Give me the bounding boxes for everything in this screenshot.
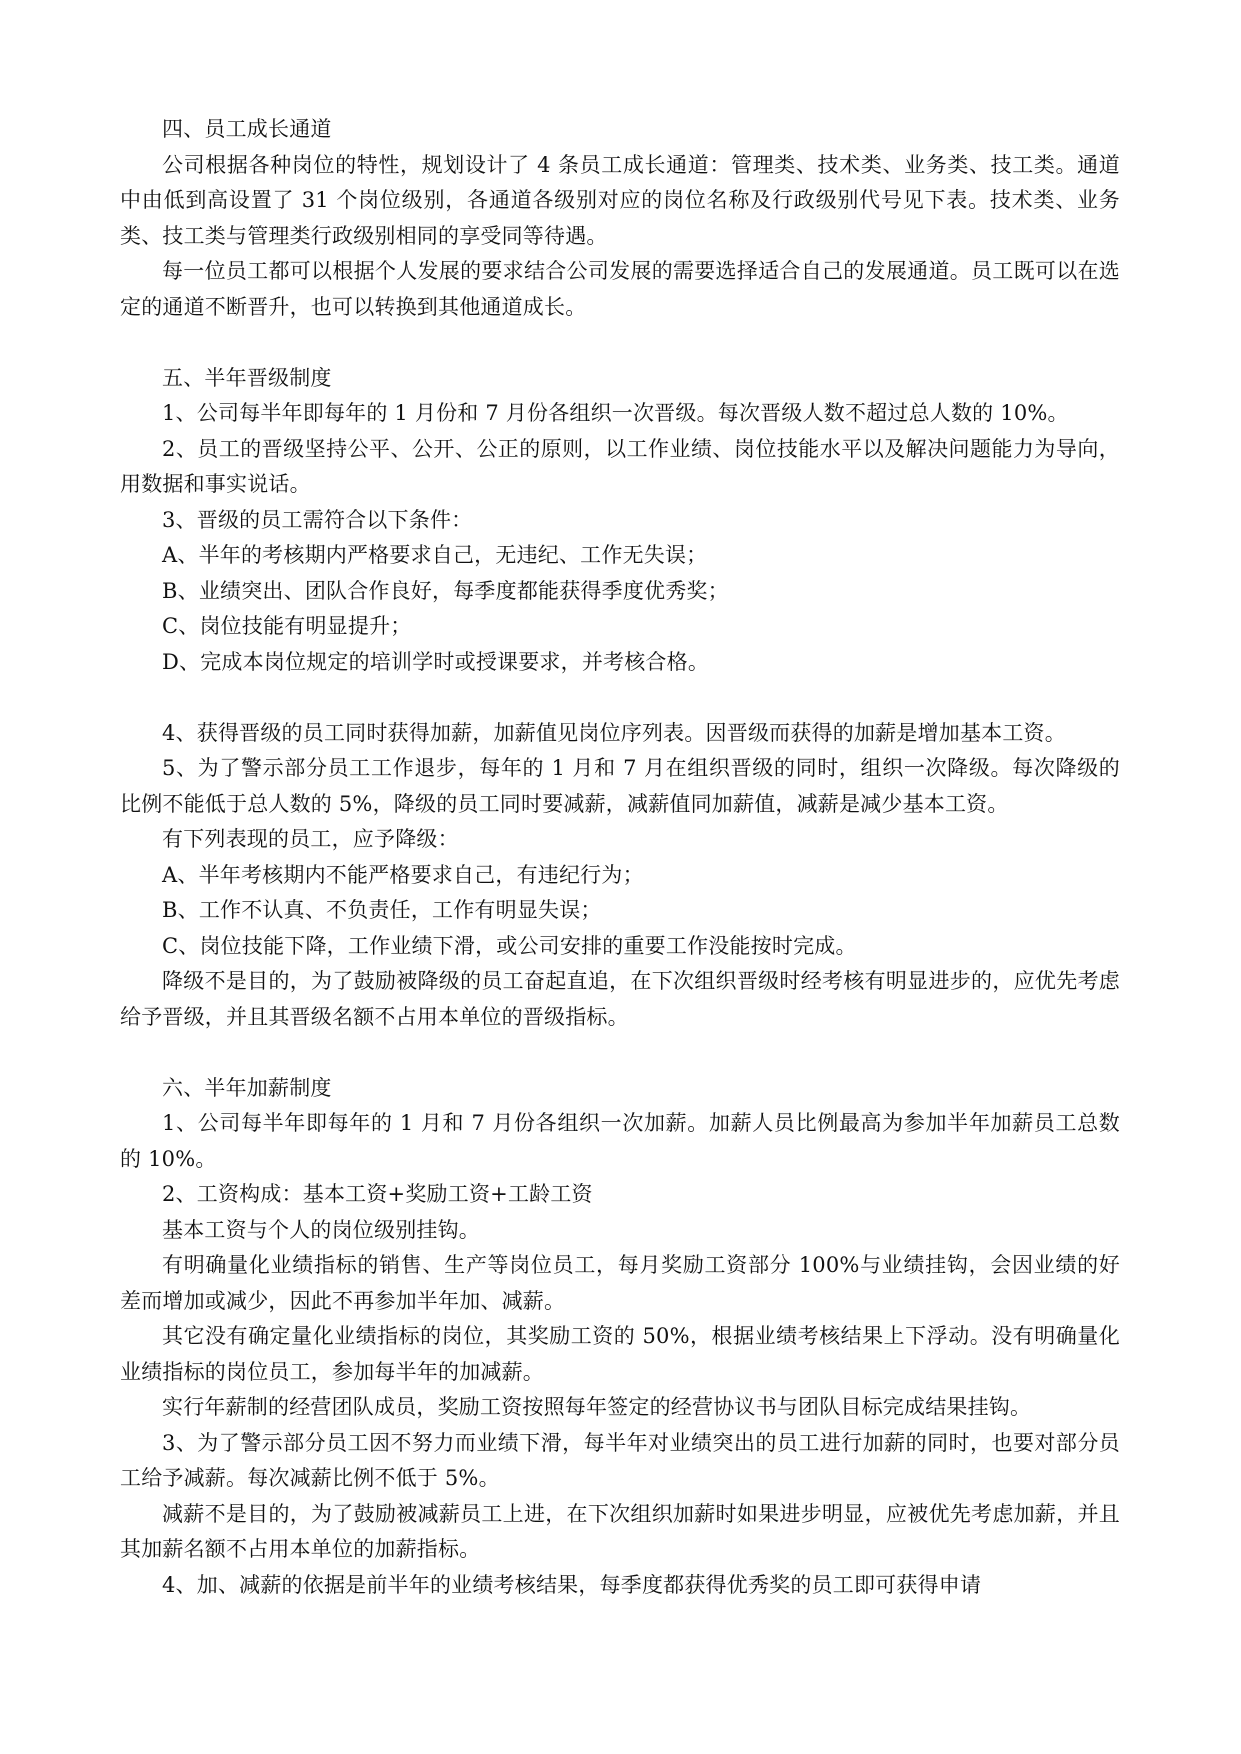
paragraph: 4、加、减薪的依据是前半年的业绩考核结果，每季度都获得优秀奖的员工即可获得申请 (162, 1572, 982, 1597)
paragraph: 1、公司每半年即每年的 1 月份和 7 月份各组织一次晋级。每次晋级人数不超过总人数的 10%。 (162, 401, 1069, 425)
paragraph: 公司根据各种岗位的特性，规划设计了 4 条员工成长通道：管理类、技术类、业务类、技工类。通道中由低到高设置了 31 个岗位级别，各通道各级别对应的岗位名称及行政级别代号见下表。技术类、业务类、技工类与管理类行政级别相同的享受同等待遇。 (120, 152, 1120, 248)
paragraph: 3、晋级的员工需符合以下条件： (162, 507, 473, 532)
paragraph: 2、工资构成：基本工资+奖励工资+工龄工资 (162, 1182, 593, 1206)
paragraph: 减薪不是目的，为了鼓励被减薪员工上进，在下次组织加薪时如果进步明显，应被优先考虑加薪，并且其加薪名额不占用本单位的加薪指标。 (120, 1501, 1120, 1561)
section-heading: 四、员工成长通道 (162, 117, 332, 141)
spacer (120, 325, 1120, 361)
paragraph: 降级不是目的，为了鼓励被降级的员工奋起直追，在下次组织晋级时经考核有明显进步的，应优先考虑给予晋级，并且其晋级名额不占用本单位的晋级指标。 (120, 969, 1120, 1029)
paragraph: 有下列表现的员工，应予降级： (162, 827, 459, 851)
list-item: C、岗位技能下降，工作业绩下滑，或公司安排的重要工作没能按时完成。 (162, 933, 857, 958)
list-item: A、半年考核期内不能严格要求自己，有违纪行为； (162, 862, 644, 887)
list-item: D、完成本岗位规定的培训学时或授课要求，并考核合格。 (162, 649, 710, 674)
paragraph: 2、员工的晋级坚持公平、公开、公正的原则，以工作业绩、岗位技能水平以及解决问题能力为导向，用数据和事实说话。 (120, 436, 1120, 496)
paragraph: 其它没有确定量化业绩指标的岗位，其奖励工资的 50%，根据业绩考核结果上下浮动。没有明确量化业绩指标的岗位员工，参加每半年的加减薪。 (120, 1324, 1120, 1384)
paragraph: 3、为了警示部分员工因不努力而业绩下滑，每半年对业绩突出的员工进行加薪的同时，也要对部分员工给予减薪。每次减薪比例不低于 5%。 (120, 1430, 1120, 1490)
paragraph: 1、公司每半年即每年的 1 月和 7 月份各组织一次加薪。加薪人员比例最高为参加半年加薪员工总数的 10%。 (120, 1111, 1120, 1171)
list-item: C、岗位技能有明显提升； (162, 614, 412, 638)
spacer (120, 1035, 1120, 1071)
paragraph: 5、为了警示部分员工工作退步，每年的 1 月和 7 月在组织晋级的同时，组织一次降级。每次降级的比例不能低于总人数的 5%，降级的员工同时要减薪，减薪值同加薪值，减薪是减少基本工资。 (120, 756, 1120, 816)
list-item: B、业绩突出、团队合作良好，每季度都能获得季度优秀奖； (162, 578, 729, 603)
paragraph: 每一位员工都可以根据个人发展的要求结合公司发展的需要选择适合自己的发展通道。员工既可以在选定的通道不断晋升，也可以转换到其他通道成长。 (120, 259, 1120, 319)
paragraph: 4、获得晋级的员工同时获得加薪，加薪值见岗位序列表。因晋级而获得的加薪是增加基本工资。 (162, 720, 1066, 745)
document-page (120, 112, 1120, 1603)
list-item: B、工作不认真、不负责任，工作有明显失误； (162, 898, 602, 922)
paragraph: 实行年薪制的经营团队成员，奖励工资按照每年签定的经营协议书与团队目标完成结果挂钩。 (162, 1395, 1032, 1419)
section-heading: 六、半年加薪制度 (162, 1075, 332, 1100)
section-heading: 五、半年晋级制度 (162, 365, 332, 390)
paragraph: 有明确量化业绩指标的销售、生产等岗位员工，每月奖励工资部分 100%与业绩挂钩，会因业绩的好差而增加或减少，因此不再参加半年加、减薪。 (120, 1253, 1120, 1313)
list-item: A、半年的考核期内严格要求自己，无违纪、工作无失误； (162, 543, 708, 567)
spacer (120, 680, 1120, 716)
paragraph: 基本工资与个人的岗位级别挂钩。 (162, 1217, 480, 1242)
